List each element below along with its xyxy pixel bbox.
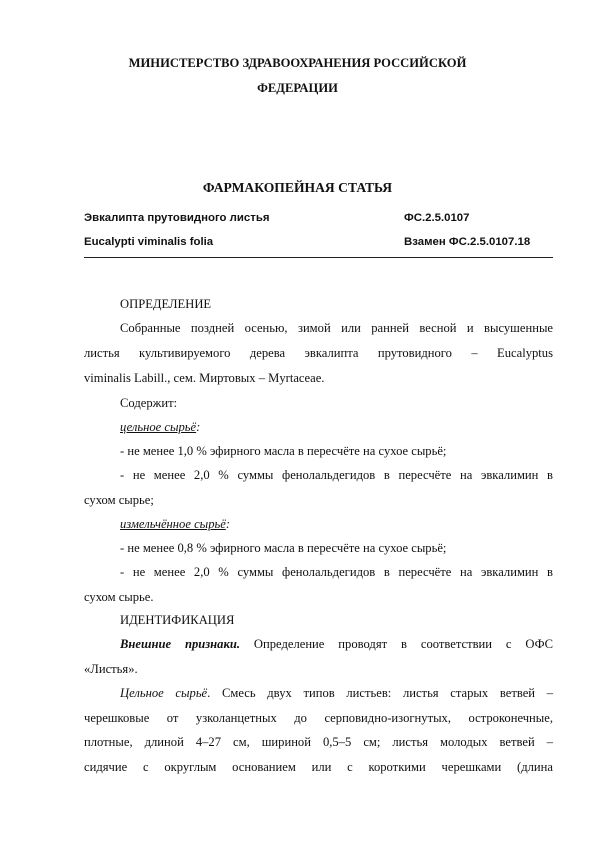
whole-description-line-2: черешковые от узколанцетных до серповидно-изогнутых, остроконечные, — [84, 711, 553, 725]
definition-line-3: viminalis Labill., сем. Миртовых – Myrtaceae. — [84, 371, 325, 385]
monograph-replaces: Взамен ФС.2.5.0107.18 — [404, 236, 531, 248]
crushed-item-1: - не менее 0,8 % эфирного масла в пересчёте на сухое сырьё; — [120, 541, 447, 555]
external-signs-line-2: «Листья». — [84, 662, 138, 676]
external-signs-text: Определение проводят в соответствии с ОФС — [240, 637, 553, 651]
whole-raw-subheading — [120, 420, 200, 435]
crushed-item-2-line-1: - не менее 2,0 % суммы фенолальдегидов в пересчёте на эвкалимин в — [120, 565, 553, 579]
whole-item-1: - не менее 1,0 % эфирного масла в пересчёте на сухое сырьё; — [120, 444, 447, 458]
whole-description-line-3: плотные, длиной 4–27 см, шириной 0,5–5 см; листья молодых ветвей – — [84, 735, 553, 749]
monograph-code: ФС.2.5.0107 — [404, 212, 470, 224]
external-signs-label: Внешние признаки. — [120, 637, 240, 651]
article-title: ФАРМАКОПЕЙНАЯ СТАТЬЯ — [202, 180, 393, 195]
crushed-raw-colon: : — [225, 517, 231, 531]
monograph-name-ru: Эвкалипта прутовидного листья — [84, 212, 270, 224]
whole-description-label: Цельное сырьё — [120, 686, 208, 700]
whole-item-2-line-1: - не менее 2,0 % суммы фенолальдегидов в пересчёте на эвкалимин в — [120, 468, 553, 482]
whole-description-line-1 — [120, 686, 553, 701]
identification-heading: ИДЕНТИФИКАЦИЯ — [120, 613, 235, 627]
crushed-raw-subheading — [120, 517, 230, 532]
whole-raw-colon: : — [196, 420, 201, 434]
definition-line-1: Собранные поздней осенью, зимой или ранней весной и высушенные — [120, 321, 553, 335]
monograph-name-lat: Eucalypti viminalis folia — [84, 236, 214, 248]
whole-item-2-line-2: сухом сырье; — [84, 493, 154, 507]
whole-raw-label: цельное сырьё — [120, 420, 197, 434]
external-signs-line-1 — [120, 637, 553, 652]
definition-line-2: листья культивируемого дерева эвкалипта прутовидного – Eucalyptus — [84, 346, 553, 360]
contains-label: Содержит: — [120, 396, 178, 410]
header-rule — [84, 257, 553, 258]
whole-description-line-4: сидячие с округлым основанием или с короткими черешками (длина — [84, 760, 553, 774]
crushed-item-2-line-2: сухом сырье. — [84, 590, 154, 604]
whole-description-text: . Смесь двух типов листьев: листья старых ветвей – — [207, 686, 553, 700]
crushed-raw-label: измельчённое сырьё — [120, 517, 226, 531]
ministry-line-1: МИНИСТЕРСТВО ЗДРАВООХРАНЕНИЯ РОССИЙСКОЙ — [128, 56, 467, 70]
ministry-line-2: ФЕДЕРАЦИИ — [257, 81, 338, 95]
definition-heading: ОПРЕДЕЛЕНИЕ — [120, 297, 212, 311]
